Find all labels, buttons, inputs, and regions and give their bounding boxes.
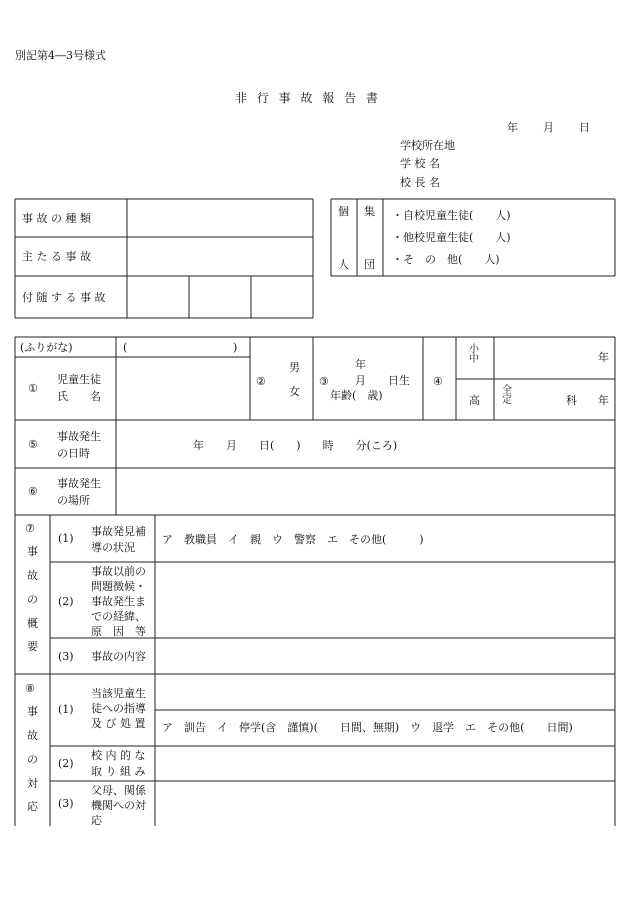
disciplinary-options[interactable]: ア 訓告 イ 停学(含 謹慎)( 日間、無期) ウ 退学 エ その他( 日間) [162,721,573,734]
item-number-2: ② [256,375,266,388]
furigana-paren-open: ( [123,341,128,354]
parent-agency-field[interactable] [156,782,614,826]
summary-row-label: 導の状況 [91,541,135,554]
response-row-number: (2) [58,757,74,770]
secondary-incident-field-2[interactable] [190,277,250,317]
course-label: 科 [566,394,577,407]
group-item-other-school: ・他校児童生徒( 人) [392,231,511,244]
furigana-field[interactable] [130,338,230,356]
response-side-char: 事 [27,705,38,718]
summary-row-number: (3) [58,650,74,663]
principal-name-label: 校 長 名 [400,176,440,189]
summary-side-char: 事 [27,545,38,558]
response-row-label: 校 内 的 な [91,749,146,762]
guidance-field[interactable] [156,675,614,709]
place-label-2: の場所 [57,494,90,507]
response-row-label: 機関への対 [91,799,146,812]
furigana-label: (ふりがな) [20,341,73,354]
grade-suffix-2: 年 [598,394,609,407]
item-number-6: ⑥ [28,485,38,498]
response-row-label: 当該児童生 [91,687,146,700]
summary-row-label: 事故の内容 [91,650,146,663]
summary-row-label: 事故以前の [91,565,146,578]
secondary-incident-field-3[interactable] [252,277,312,317]
incident-content-field[interactable] [156,639,614,673]
furigana-paren-close: ) [233,341,238,354]
summary-side-char: の [27,593,38,606]
summary-row-number: (2) [58,595,74,608]
discovery-options[interactable]: ア 教職員 イ 親 ウ 警察 エ その他( ) [162,533,424,546]
response-row-number: (1) [58,703,74,716]
age-label: 年齢( 歳) [330,389,383,402]
gender-female[interactable]: 女 [289,385,300,398]
response-row-label: 父母、関係 [91,784,146,797]
response-side-char: 故 [27,729,38,742]
group-item-own-school: ・自校児童生徒( 人) [392,209,511,222]
document-title: 非 行 事 故 報 告 書 [235,91,381,105]
student-name-field[interactable] [117,358,249,419]
response-row-label: 徒への指導 [91,702,146,715]
main-incident-field[interactable] [128,238,312,275]
response-side-char: の [27,753,38,766]
school-name-label: 学 校 名 [400,157,440,170]
item-number-7: ⑦ [25,522,35,535]
item-number-3: ③ [319,375,329,388]
background-field[interactable] [156,563,614,637]
summary-row-label: 原 因 等 [91,625,146,638]
summary-row-number: (1) [58,532,74,545]
form-id: 別記第4―3号様式 [15,49,106,62]
summary-row-label: での経緯、 [91,610,146,623]
item-number-1: ① [28,382,38,395]
elementary-middle-label[interactable]: 小中 [469,344,479,365]
school-address-label: 学校所在地 [400,139,455,152]
group-label-bottom: 団 [364,258,375,271]
summary-side-char: 故 [27,569,38,582]
incident-type-field[interactable] [128,200,312,236]
group-label-top: 集 [364,205,375,218]
datetime-value[interactable]: 年 月 日( ) 時 分(ころ) [193,439,398,452]
response-side-char: 応 [27,800,38,813]
date-year: 年 [507,121,518,134]
date-month: 月 [543,121,554,134]
secondary-incident-field-1[interactable] [128,277,188,317]
item-number-4: ④ [433,375,443,388]
summary-row-label: 事故発生ま [91,595,146,608]
response-row-number: (3) [58,797,74,810]
group-item-other: ・そ の 他( 人) [392,253,500,266]
student-name-label-2: 氏 名 [57,390,101,403]
high-school-label[interactable]: 高 [469,394,480,407]
item-number-5: ⑤ [28,438,38,451]
full-part-time-label[interactable]: 全定 [502,385,512,406]
response-row-label: 取 り 組 み [91,765,146,778]
datetime-label-1: 事故発生 [57,430,101,443]
incident-type-label: 事 故 の 種 類 [22,212,91,225]
summary-side-char: 概 [27,617,38,630]
secondary-incident-label: 付 随 す る 事 故 [22,291,106,304]
datetime-label-2: の日時 [57,447,90,460]
date-day: 日 [579,121,590,134]
item-number-8: ⑧ [25,682,35,695]
gender-male[interactable]: 男 [289,361,300,374]
student-name-label-1: 児童生徒 [57,373,101,386]
school-initiatives-field[interactable] [156,747,614,780]
summary-row-label: 事故発見補 [91,525,146,538]
response-row-label: 及 び 処 置 [91,717,146,730]
summary-row-label: 問題徴候・ [91,580,146,593]
response-row-label: 応 [91,814,102,827]
birth-monthday-label: 月 日生 [355,374,410,387]
summary-side-char: 要 [27,640,38,653]
response-side-char: 対 [27,777,38,790]
grade-suffix-1: 年 [598,351,609,364]
individual-label-top: 個 [338,205,349,218]
individual-label-bottom: 人 [338,258,349,271]
main-incident-label: 主 た る 事 故 [22,250,91,263]
birth-year-label: 年 [355,358,366,371]
place-label-1: 事故発生 [57,477,101,490]
place-field[interactable] [117,469,614,514]
